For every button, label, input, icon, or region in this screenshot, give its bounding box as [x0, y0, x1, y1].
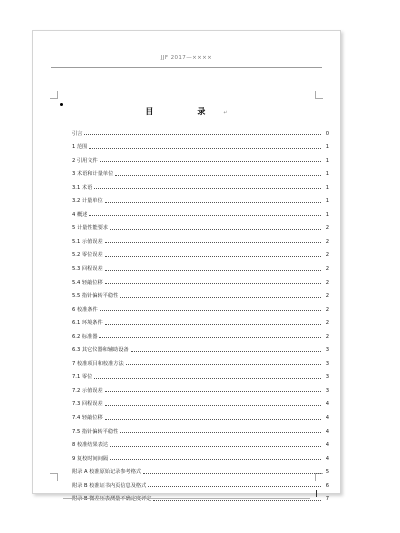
toc-entry-page: 4 — [325, 428, 329, 435]
toc-leader-dots — [105, 283, 321, 284]
toc-entry[interactable] — [72, 407, 329, 421]
text-cursor — [316, 490, 317, 497]
toc-entry-page: 2 — [325, 333, 329, 340]
toc-entry-label: 5.5 指针偏转平稳性 — [72, 293, 119, 300]
toc-entry-label: 5 计量性能要求 — [72, 225, 109, 232]
toc-entry-label: 7.1 零位 — [72, 374, 93, 381]
toc-entry-page: 5 — [325, 469, 329, 476]
toc-entry-page: 3 — [325, 347, 329, 354]
toc-entry-page: 1 — [325, 144, 329, 151]
toc-entry-label: 3.2 计量单位 — [72, 198, 103, 205]
toc-entry-label: 5.2 零位误差 — [72, 252, 103, 259]
toc-list — [72, 123, 329, 502]
toc-leader-dots — [105, 242, 321, 243]
toc-entry[interactable] — [72, 326, 329, 340]
toc-entry-label: 8 校准结果表达 — [72, 442, 109, 449]
toc-entry-page: 2 — [325, 293, 329, 300]
toc-entry[interactable] — [72, 258, 329, 272]
toc-title — [33, 106, 340, 117]
toc-entry-page: 2 — [325, 320, 329, 327]
toc-leader-dots — [94, 188, 321, 189]
toc-leader-dots — [105, 270, 321, 271]
toc-entry-page: 3 — [325, 387, 329, 394]
toc-entry[interactable] — [72, 462, 329, 476]
toc-entry-page: 1 — [325, 198, 329, 205]
toc-entry[interactable] — [72, 489, 329, 503]
toc-entry[interactable] — [72, 164, 329, 178]
margin-corner-top-right — [315, 91, 323, 99]
toc-leader-dots — [99, 337, 321, 338]
toc-entry-page: 4 — [325, 401, 329, 408]
toc-entry-page: 1 — [325, 184, 329, 191]
toc-leader-dots — [105, 419, 321, 420]
toc-entry[interactable] — [72, 353, 329, 367]
paragraph-mark-icon: ↵ — [223, 110, 228, 116]
toc-entry-page: 2 — [325, 279, 329, 286]
toc-entry-label: 附录 B 微差压表测量不确定度评定 — [72, 496, 152, 503]
toc-entry-page: 2 — [325, 306, 329, 313]
document-page — [32, 30, 341, 503]
toc-entry-page: 1 — [325, 211, 329, 218]
toc-leader-dots — [126, 364, 321, 365]
toc-entry-label: 1 范围 — [72, 144, 88, 151]
toc-leader-dots — [89, 215, 321, 216]
toc-entry-label: 6.1 环境条件 — [72, 320, 103, 327]
toc-entry[interactable] — [72, 394, 329, 408]
toc-leader-dots — [105, 256, 321, 257]
toc-leader-dots — [143, 473, 321, 474]
toc-leader-dots — [105, 405, 321, 406]
toc-entry[interactable] — [72, 299, 329, 313]
toc-entry-label: 附录 B 校准证书内页信息及格式 — [72, 482, 147, 489]
toc-entry[interactable] — [72, 245, 329, 259]
toc-entry-label: 5.4 轻敲位移 — [72, 279, 103, 286]
toc-entry-label: 7 校准项目和校准方法 — [72, 360, 124, 367]
toc-entry-page: 1 — [325, 157, 329, 164]
toc-leader-dots — [131, 351, 321, 352]
toc-leader-dots — [105, 391, 321, 392]
toc-leader-dots — [110, 446, 321, 447]
toc-entry-label: 3 术语和计量单位 — [72, 171, 114, 178]
toc-entry[interactable] — [72, 204, 329, 218]
toc-leader-dots — [105, 202, 321, 203]
toc-entry[interactable] — [72, 448, 329, 462]
toc-entry-page: 1 — [325, 171, 329, 178]
margin-corner-top-left — [50, 91, 58, 99]
toc-entry-label: 5.1 示值误差 — [72, 238, 103, 245]
toc-entry-page: 4 — [325, 455, 329, 462]
toc-leader-dots — [100, 310, 321, 311]
toc-entry[interactable] — [72, 340, 329, 354]
toc-entry-page: 4 — [325, 442, 329, 449]
toc-leader-dots — [89, 148, 321, 149]
toc-entry-page: 2 — [325, 252, 329, 259]
toc-entry[interactable] — [72, 137, 329, 151]
toc-leader-dots — [110, 459, 321, 460]
toc-entry[interactable] — [72, 272, 329, 286]
toc-entry-label: 3.1 术语 — [72, 184, 93, 191]
toc-entry-label: 4 概述 — [72, 211, 88, 218]
toc-leader-dots — [100, 161, 321, 162]
toc-entry-label: 9 复校时间间隔 — [72, 455, 109, 462]
toc-entry-page: 2 — [325, 225, 329, 232]
toc-entry-label: 6.3 其它仪器和辅助设备 — [72, 347, 129, 354]
toc-entry[interactable] — [72, 123, 329, 137]
toc-entry-page: 2 — [325, 266, 329, 273]
toc-entry[interactable] — [72, 421, 329, 435]
toc-entry[interactable] — [72, 218, 329, 232]
footer-rule — [63, 498, 310, 499]
toc-leader-dots — [115, 175, 321, 176]
toc-entry-page: 7 — [325, 496, 329, 503]
toc-entry-page: 3 — [325, 374, 329, 381]
toc-entry[interactable] — [72, 435, 329, 449]
page-header: JJF 2017—×××× — [160, 55, 213, 61]
toc-entry[interactable] — [72, 380, 329, 394]
toc-title-text: 目 录 — [145, 107, 224, 116]
header-rule — [51, 67, 322, 68]
toc-entry[interactable] — [72, 367, 329, 381]
toc-entry-label: 5.3 回程误差 — [72, 266, 103, 273]
toc-entry-label: 6.2 标准器 — [72, 333, 98, 340]
toc-entry-page: 2 — [325, 238, 329, 245]
toc-entry-page: 0 — [325, 130, 329, 137]
margin-corner-bottom-left — [50, 473, 58, 481]
toc-entry-page: 6 — [325, 482, 329, 489]
toc-entry-label: 7.3 回程误差 — [72, 401, 103, 408]
toc-entry-label: 6 校准条件 — [72, 306, 98, 313]
toc-entry-page: 4 — [325, 415, 329, 422]
toc-entry[interactable] — [72, 191, 329, 205]
toc-entry[interactable] — [72, 286, 329, 300]
toc-entry-label: 附录 A 校准原始记录参考格式 — [72, 469, 142, 476]
toc-leader-dots — [94, 378, 321, 379]
toc-entry-label: 7.5 指针偏转平稳性 — [72, 428, 119, 435]
toc-entry[interactable] — [72, 313, 329, 327]
toc-leader-dots — [110, 229, 321, 230]
toc-leader-dots — [120, 297, 321, 298]
toc-entry[interactable] — [72, 150, 329, 164]
toc-leader-dots — [148, 486, 321, 487]
toc-leader-dots — [120, 432, 321, 433]
toc-entry-label: 引言 — [72, 130, 83, 137]
toc-entry[interactable] — [72, 177, 329, 191]
toc-leader-dots — [84, 134, 321, 135]
toc-entry-label: 7.2 示值误差 — [72, 387, 103, 394]
toc-entry-page: 3 — [325, 360, 329, 367]
toc-leader-dots — [153, 500, 321, 501]
toc-leader-dots — [105, 324, 321, 325]
toc-entry[interactable] — [72, 231, 329, 245]
toc-entry[interactable] — [72, 475, 329, 489]
toc-entry-label: 7.4 轻敲位移 — [72, 415, 103, 422]
toc-entry-label: 2 引用文件 — [72, 157, 98, 164]
